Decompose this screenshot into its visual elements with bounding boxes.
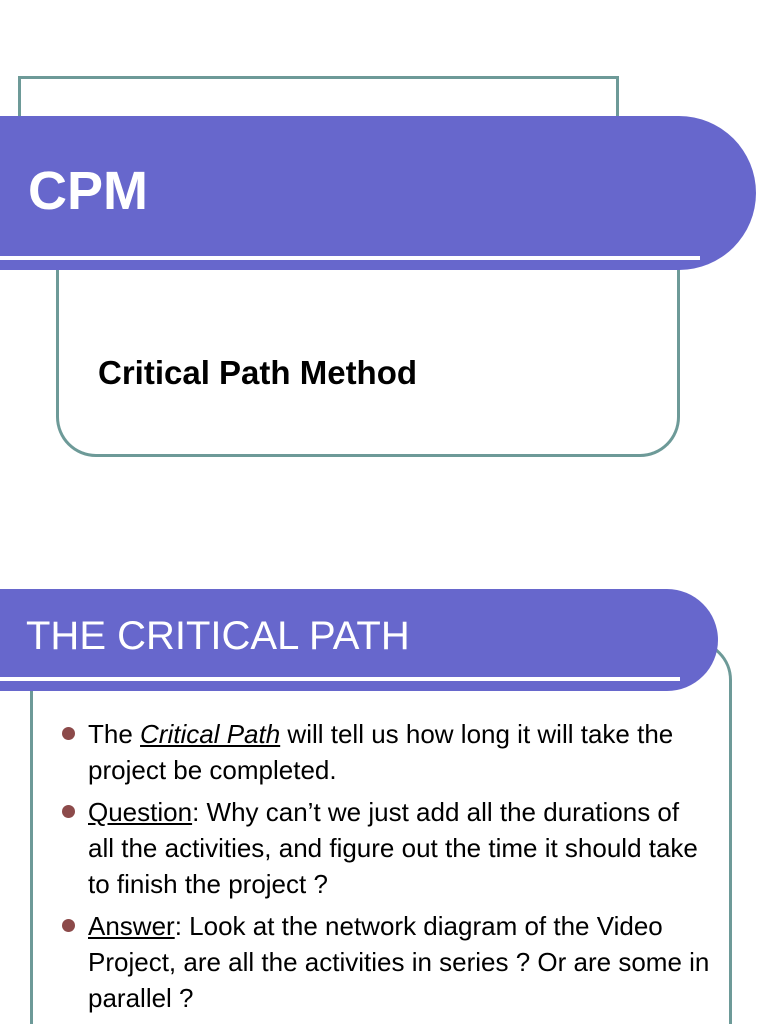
bullet-text-post: : Why can’t we just add all the durations of all the activities, and figure out the time it should take to finish the project ?	[88, 797, 698, 899]
slide1-banner-divider	[0, 256, 700, 260]
bullet-text-post: will tell us how long it will take the project be completed.	[88, 719, 674, 785]
slide1-subtitle: Critical Path Method	[98, 354, 418, 391]
slide2-banner-divider	[0, 677, 680, 681]
bullet-dot-icon	[62, 919, 75, 932]
bullet-text-post: : Look at the network diagram of the Video Project, are all the activities in series ? Or are some in parallel ?	[88, 911, 710, 1013]
slide2-title: THE CRITICAL PATH	[26, 614, 410, 658]
bullet-dot-icon	[62, 805, 75, 818]
bullet-list	[60, 716, 710, 1022]
bullet-item	[60, 908, 710, 1016]
bullet-dot-icon	[62, 727, 75, 740]
bullet-emphasis: Answer	[88, 911, 175, 941]
bullet-item	[60, 716, 710, 788]
bullet-emphasis: Question	[88, 797, 193, 827]
slide1-title: CPM	[28, 161, 148, 221]
bullet-item	[60, 794, 710, 902]
bullet-text-pre: The	[88, 719, 141, 749]
bullet-emphasis: Critical Path	[140, 719, 281, 749]
